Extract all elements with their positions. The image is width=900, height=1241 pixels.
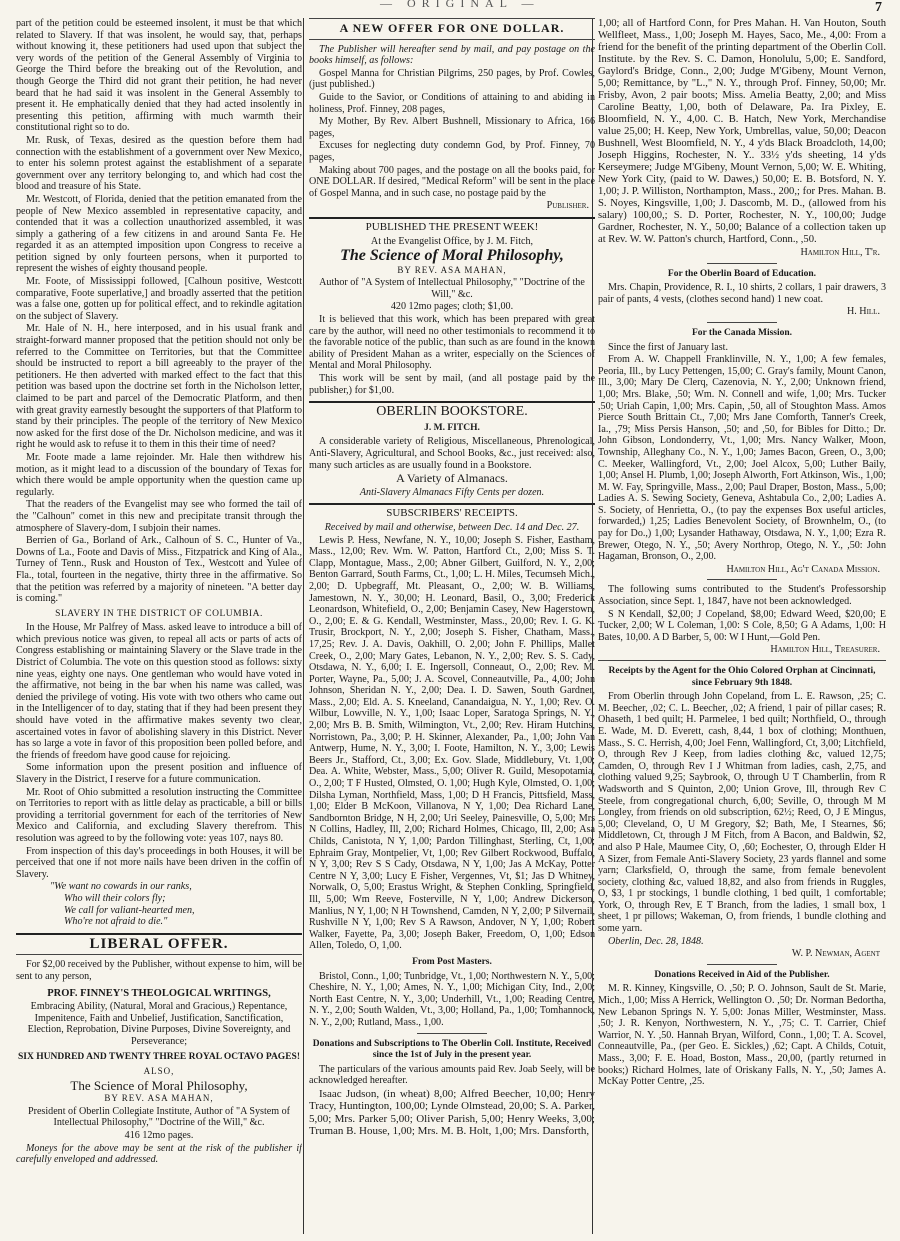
- signature: W. P. Newman, Agent: [791, 948, 880, 960]
- ad-sub: Anti-Slavery Almanacs Fifty Cents per dozen.: [359, 486, 545, 498]
- ad-author-desc: President of Oberlin Collegiate Institute, Author of "A System of Intellectual Philosophy," "Doctrine of the Will," &c.: [27, 1105, 291, 1129]
- divider: [707, 322, 777, 323]
- divider: [309, 503, 595, 505]
- paragraph: This work will be sent by mail, (and all postage paid by the publisher,) for $1,00.: [309, 373, 595, 396]
- ad-where: At the Evangelist Office, by J. M. Fitch,: [370, 235, 534, 247]
- divider: [16, 954, 302, 955]
- divider: [707, 579, 777, 580]
- divider: [309, 401, 595, 403]
- divider: [707, 964, 777, 965]
- paragraph: 1,00; all of Hartford Conn, for Pres Mahan. H. Van Houton, South Wellfleet, Mass., 1,00; Joseph M. Hayes, Saco, Me., 4,00: From a friend for the benefit of the printing department of the Oberlin Coll. Institute. by the Rev. S. C. Damon, Honolulu, 5,00; E. Sandford, Gaylord's Bridge, Conn., 2,00; Judge M'Gibeny, Mount Vernon, 5,00; Remittance, by "L.," N. Y., through Prof. Finney, 50,00; Mr. Frisby, Avon, 2 pair boots; Miss. Amelia Beatty, 2,00; and Miss Caroline Beatty, 1,00, both of Delaware, Pa. Ira Pixley, E. Bloomfield, N. Y., 4,00. C. B. Hatch, New York, Merchandise value 25,00; H. Keep, New York, Umbrellas, value, 50,00; Deacon Bushnell, West Bloomfield, N. Y., 4 y'ds Black Broadcloth, 14,00; Joseph Higgins, Rochester, N. Y.. 33½ y'ds sheeting, 14 y'ds Kerseymere; Judge M'Gibeny, Mount Vernon, 5,00; W. E. Whiting, New York City, (paid to W. Dawes,) 50,00; E. B. Botsford, N. Y. 1,00; J. P. Williston, Northampton, Mass., 200,; for Pres. Mahan. B. S. Noyes, Kingsville, 1,00; J. Dascomb, M. D., (allowed from his salary) 100,00,; S. D. Porter, Rochester, N. Y., 100,00; Judge Gardner, Rochester, N. Y., 50,00; Balance of a collection taken up at Rev. W. W. Patton's church, Hartford, Conn., ,50.: [598, 18, 886, 245]
- ad-book-desc: Embracing Ability, (Natural, Moral and Gracious,) Repentance, Impenitence, Faith and Unbelief, Justification, Sanctification, Election, Reprobation, Divine Purposes, Divine Sovereignty, and Perseverance;: [27, 1001, 291, 1047]
- donations-list: Isaac Judson, (in wheat) 8,00; Alfred Beecher, 10,00; Henry Tracy, Huntington, 100,00; Lynde Olmstead, 20,00; S. A. Parker, 5,00; Mrs. Parker 5,00; Oliver Parish, 5,00; Henry Weeks, 3,00; Truman B. House, 1,00; Mrs. M. B. Holt, 1,00; Mrs. Dansforth,: [309, 1087, 595, 1138]
- ad-title-bookstore: OBERLIN BOOKSTORE.: [376, 404, 528, 420]
- paragraph: A considerable variety of Religious, Miscellaneous, Phrenological, Anti-Slavery, Agricultural, and School Books, &c., just received: also, many such articles as are usually found in a Bookstore.: [309, 436, 595, 471]
- paragraph: Mr. Foote, of Mississippi followed, [Calhoun positive, Westcott comparative, Foote superlative,] and broadly asserted that the petition was a false one, gotten up for political effect, and to rekindle agitation on the subject of Slavery.: [16, 276, 302, 322]
- paragraph: From Oberlin through John Copeland, from L. E. Rawson, ,25; C. M. Beecher, ,02; C. L. Beecher, ,02; A friend, 1 pair of pillar cases; R. Ohaseth, 1 bed quilt; H. Parmelee, 1 bed quilt; Northfield, O., through E. Wade, M. D. Everett, cash, 8,44, 1 box of clothing; Monthuen, Mass., S. C. Herrish, 4,00; Joel Fenn, Wallingford, Ct, 3,00; Litchfield, O, through Rev J Keep, from ladies clothing &c, valued 12,75; Camden, O, through Rev I J Whitman from ladies, cash, 2,75, and clothing valued 9,25; Saybrook, O, through U T Chamberlin, from R Wadsworth and S Quinton, 2,00; Union Grove, Ill, through Rev C Steele, from congregational church, 6,00; Seville, O, through M M Longley, from friends on old subscription, 62½; Reed, O, J E Mingus, 5,00; Cleveland, O, U M Gregory, $2; Bath, Me, I Stearnes, $6; Middletown, Ct, through J M Fitch, from A Bacon, and Baldwin, $2, and also P Hale, Maumee City, O, ,60; Eochester, O, through Elder H A Sizer, from Female Anti-Slavery Society, 23 yards flannel and some yarn; Clarksfield, O, through the same, from female benevolent society, clothing &c, valued 18,82, and also from friends in Ruggles, O, $3, 1 pr stockings, 1 bundle clothing, 1 bed quilt, 1 comfortable; York, O, through Rev, E T Branch, from the ladies, 1 small box, 1 sheet, 1 pr pillows; Wakeman, O, from friends, 1 bundle clothing and some yarn.: [598, 691, 886, 935]
- ad-price: 420 12mo pages; cloth; $1,00.: [390, 301, 514, 313]
- ad-owner: J. M. FITCH.: [424, 422, 480, 433]
- ad-book-title: PROF. FINNEY'S THEOLOGICAL WRITINGS,: [47, 987, 271, 999]
- ad-item: Excuses for neglecting duty condemn God, by Prof. Finney, 70 pages,: [309, 140, 595, 163]
- ad-footer: Moneys for the above may be sent at the risk of the publisher if carefully enveloped and addressed.: [16, 1142, 302, 1166]
- poem-line: Who will their colors fly;: [64, 892, 166, 904]
- poem-line: We call for valiant-hearted men,: [64, 904, 195, 916]
- section-title-receipts: SUBSCRIBERS' RECEIPTS.: [386, 507, 518, 520]
- section-sub: Received by mail and otherwise, between Dec. 14 and Dec. 27.: [324, 521, 580, 533]
- paragraph: S N Kendall, $2,00; J Copeland, $8,00; Edward Weed, $20,00; E Tucker, 2,00; W L Coleman, 1,00: S Cole, 8,50; G A Adams, 1,00: H Bates, 10,00. A D Barber, 5, 00: W I Hunt,—Gold Pen.: [598, 608, 886, 643]
- signature: Hamilton Hill, T'r.: [800, 247, 880, 258]
- paragraph: Mr. Foote made a lame rejoinder. Mr. Hale then withdrew his motion, as it might lead to a discussion of the boundary of Texas for which there would be ample opportunity when the question came up regularly.: [16, 451, 302, 498]
- ad-title-published: PUBLISHED THE PRESENT WEEK!: [365, 220, 539, 233]
- ad-also: ALSO,: [143, 1066, 175, 1077]
- paragraph: In the House, Mr Palfrey of Mass. asked leave to introduce a bill of which previous notice was given, to repeal all acts or parts of acts of Congress establishing or maintaining Slavery or the Slave trade in the District of Columbia. The vote on this question stood as follows: sixty nine yeas, eighty one nays. One gentleman who would have voted in the affirmative, not being in the bar when his name was called, was denied the privilege of voting. His vote with two others who came out in the Intelligencer of to day, stating that if they had been present they should have voted in the affirmative makes seventy two clear, ascertained votes in favor of abolishing slavery in this District. Never has so large a vote in favor of this proposition been polled before, and the friends of freedom have good cause for rejoicing.: [16, 622, 302, 761]
- ad-pages: 416 12mo pages.: [124, 1130, 194, 1142]
- ad-book-title: The Science of Moral Philosophy,: [340, 247, 564, 265]
- section-title-board: For the Oberlin Board of Education.: [667, 268, 817, 279]
- paragraph: That the readers of the Evangelist may see who formed the tail of the "Calhoun" comet in this new and precipitate transit through the atmosphere of Slavery-dom, I subjoin their names.: [16, 499, 302, 534]
- signature: Hamilton Hill, Ag't Canada Mission.: [726, 563, 880, 575]
- paragraph: Mr. Hale of N. H., here interposed, and in his usual frank and straight-forward manner proposed that the petition should not only be referred to the Committee on Territories, but that the Committee should be instructed to report a bill agreeably to the prayer of the petitioners. He then adverted with marked effect to the fact that this petition was based upon the doctrine set forth in the Nicholson letter, claimed to be part and parcel of the Democratic Platform, and then with great gravity earnestly besought the supporters of that Platform to stand by their principles. The people of the territory of New Mexico now asked for the first dose of the Dr. Nicholson medicine, and was it right he would ask to refuse it to them in this their time of need?: [16, 323, 302, 451]
- ad-book-title: The Science of Moral Philosophy,: [70, 1077, 248, 1093]
- ad-title-almanacs: A Variety of Almanacs.: [396, 471, 508, 486]
- signature: H. Hill.: [846, 306, 880, 318]
- ad-item: Making about 700 pages, and the postage on all the books paid, for ONE DOLLAR. If desired, "Medical Reform" will be sent in the place of Gospel Manna, and in such case, no postage paid by the: [309, 164, 595, 199]
- signature: Hamilton Hill, Treasurer.: [770, 644, 880, 656]
- column-2: [309, 18, 595, 1234]
- divider: [309, 39, 595, 40]
- ad-author: BY REV. ASA MAHAN,: [397, 264, 507, 275]
- section-title-publisher: Donations Received in Aid of the Publisher.: [654, 969, 830, 980]
- paragraph: Mr. Westcott, of Florida, denied that the petition emanated from the people of New Mexico assembled in representative capacity, and contended that it was a collection unauthorized assembled, it was simply a gathering of a few citizens in and around Santa Fe. He regarded it as an attempted imposition upon Congress to receive a petition signed by only fourteen persons, when it purported to represent the wishes of eighty thousand people.: [16, 193, 302, 275]
- paragraph: M. R. Kinney, Kingsville, O. ,50; P. O. Johnson, Sault de St. Marie, Mich., 1,00; Miss A Herrick, Wellington O. ,50; Dr. Norman Bedortha, New Lebanon Springs N. Y. 5,00: Jonas Miller, Westminster, Mass. ,50; J. R. Kenyon, Northwestern, N. Y., ,75; C. T. Carrier, Chief Warrior, N. Y. ,50. Hannah Bryan, Wilford, Conn., 1,00; T. A. Scovel, Conneautville, Pa., (per Geo. E. Sickles,) ,62; Capt. A Childs, Cotuit, Mass., 3,00; F. E. Hoad, Boston, Mass., 20,00, (partly returned in books;) Richard Holmes, late of Oriskany Falls, N. Y., ,50; James A. McKay Potter Centre, ,25.: [598, 983, 886, 1088]
- receipts-list: Lewis P. Hess, Newfane, N. Y., 10,00; Joseph S. Fisher, Eastham, Mass., 12,00; Rev. Wm. W. Patton, Hartford Ct., 2,00; Miss S. T. Clapp, Montague, Mass., 2,00; Abner Gilbert, Guilford, N. Y., 2,00; Benton Garrard, South Farms, Ct., 1,00; L. H. Miles, Tecumseh Mich., 2,00; D. Upbegraff, Mt. Pleasant, O., 2,00; W. B. Williams, Jamestown, N. Y., 30,00; H. Leonard, Basil, O., 3,00; Frederick Leonardson, Whitefield, O., 2,00; Benjamin Casey, New Hagerstown, O., 2,00; E. & G. Kendall, Westminster, Mass., 20,00; Rev. I. G. K. Trusir, Brockport, N. Y., 2,00; Joseph S. Fisher, Chatham, Mass., 17,25; Rev. J. A. Davis, Oakhill, O. 2,00; John F. Phillips, Mallet Creek, O., 2,00; Mary Gates, Lebanon, N. Y., 2,00; Rev. S. S. Cady, Otsdawa, N. Y., 6,00; I. E. Ingersoll, Conneaut, O., 2,00; Rev. M. Porter, Wayne, Pa., 5,00; J. A. Scovel, Conneautville, Pa., 4,00; John Johnson, Sheridan N. Y., 2,00; Dea. I. D. Sawen, South Gardner, Mass., 2,00; Eld. A. S. Kneeland, Canandaigua, N. Y., 1,00; Rev. O. Wilbur, Lowville, N. Y., 1,00; Isaac Loper, Saratoga Springs, N. Y., 2,00; Mrs B. B. Smith, Wilmington, Vt., 2,00; Rev. Hiram Hutchins, Norristown, Pa., 3,00; P. H. Skinner, Alexander, Pa., 1,00; John Van Antwerp, Hume, N. Y., 3,00; I. Foote, Hamilton, N. Y., 3,00; Lewis Beers Jr., Stafford, Ct., 3,00; Ex. Gov. Slade, Middlebury, Vt. 1,00; Dea. A. White, Webster, Mass., 5,00; Oliver R. Guild, Mesopotamia, O., 2,00; T F Husted, Olmsted, O. 1,00; Hugh Kyle, Olmsted, O. 1,00; Dilsha Lyman, Northfield, Mass, 1,00; D H Francis, Pittsfield, Mass, 1,00; Elder B McKoon, Villanova, N Y, 1,00; Dea Richard Lane, Sandbornton Bridge, N H, 2,00; Uri Seeley, Painesville, O, 5,00; Mrs N Collins, Hadley, Ill, 2,00; Richard Holmes, Chicago, Ill, 2,00; Asa Childs, Canistota, N Y, 1,00; Pardon Tillinghast, Sterling, Ct, 1,00; Ephraim Gray, Montpelier, Vt, 1,00; Rev Gilbert Rockwood, Buffalo, N Y, 3,00; Rev S S Cady, Otsdawa, N Y, 1,00; Jas A McKay, Potter Centre N Y, 3,00; Lucy E Fisher, Vergennes, Vt, $1; Jas D Whitney, Norwalk, O, 5,00; Erastus Wright, & Stephen Conkling, Springfield, Ill, 5,00; Wm Reeve, Fosterville, N Y, 1,00; Andrew Dickerson, Manlius, N Y, 1,00; N H Townshend, Camden, N Y, 2,00; P Silvernail, Rushville N Y, 1,00; Rev S A Rawson, Andover, N Y, 1,00; Robert Walker, Fayette, Pa, 3,00; Joseph Baker, Freedom, O, 1,00; Edson Allen, Toledo, O, 1,00.: [309, 534, 595, 952]
- paragraph: From inspection of this day's proceedings in both Houses, it will be perceived that one if not more nails have been driven in the coffin of Slavery.: [16, 845, 302, 880]
- section-title-postmasters: From Post Masters.: [412, 956, 492, 967]
- ad-title-liberal-offer: LIBERAL OFFER.: [89, 935, 229, 952]
- poem-line: "We want no cowards in our ranks,: [50, 881, 192, 893]
- paragraph: Mr. Rusk, of Texas, desired as the question before them had connection with the establishment of a government over New Mexico, to enter his solemn protest against the establishment of a separate government over any territory belonging to, and which had cost the blood and treasure of his State.: [16, 134, 302, 193]
- running-title: — ORIGINAL —: [380, 0, 540, 10]
- paragraph: part of the petition could be esteemed insolent, it must be that which related to Slavery. If that was insolent, he would say, that, perhaps without knowing it, these petitioners had used upon that subject the very words of the petition of the General Assembly of Virginia to George the Third before the breaking out of the Revolution, and though George the Third did not grant their petition, he had never beard that he had said it was insolent in the General Assembly to present it. He emphatically denied that they had acted insolently in presenting this petition, affirming with much warmth their constitutional right so to do.: [16, 18, 302, 134]
- paragraph: Mrs. Chapin, Providence, R. I., 10 shirts, 2 collars, 1 pair drawers, 3 pair of pants, 4 vests, (clothes second hand) 1 new coat.: [598, 282, 886, 305]
- ad-text: For $2,00 received by the Publisher, without expense to him, will be sent to any person,: [16, 959, 302, 982]
- section-title-donations: Donations and Subscriptions to The Oberlin Coll. Institute, Received since the 1st of July in the present year.: [312, 1038, 592, 1061]
- ad-item: Guide to the Savior, or Conditions of attaining to and abiding in holiness, Prof. Finney, 208 pages,: [309, 91, 595, 115]
- ad-author: BY REV. ASA MAHAN,: [104, 1093, 214, 1104]
- ad-author-desc: Author of "A System of Intellectual Philosophy," "Doctrine of the Will," &c.: [319, 277, 585, 300]
- ad-item: Gospel Manna for Christian Pilgrims, 250 pages, by Prof. Cowles, (just published.): [309, 67, 595, 91]
- ad-title-new-offer: A NEW OFFER FOR ONE DOLLAR.: [339, 21, 565, 35]
- divider: [707, 263, 777, 264]
- column-3: [598, 18, 886, 1234]
- column-divider: [303, 18, 304, 1234]
- paragraph: The following sums contributed to the Student's Professorship Association, since Sept. 1, 1847, have not been acknowledged.: [598, 584, 886, 608]
- section-heading: SLAVERY IN THE DISTRICT OF COLUMBIA.: [55, 608, 263, 619]
- column-1: [16, 18, 302, 1234]
- dateline: Oberlin, Dec. 28, 1848.: [608, 935, 704, 947]
- divider: [16, 933, 302, 935]
- ad-text: The Publisher will hereafter send by mail, and pay postage on the books himself, as follows:: [309, 43, 595, 67]
- divider: [309, 18, 595, 19]
- divider: [309, 217, 595, 219]
- divider: [417, 1033, 487, 1034]
- paragraph: Some information upon the present position and influence of Slavery in the District, I reserve for a future communication.: [16, 762, 302, 785]
- paragraph: From A. W. Chappell Franklinville, N. Y., 1,00; A few females, Peoria, Ill., by Lucy Pettengen, 15,00; C. Gray's family, Mount Canon, Ill., 3,00; Mary De Clerq, Cazenovia, N. Y., 2,00; Unknown friend, 1,00; Mrs. Blake, ,50; Wm. N. Connell and wife, 1,00; Mrs. Tucker ,50; Uriah Capin, 1,00; Mrs. Capin, ,50, all of Stoughton Mass. Amos Pierce South Brittain Ct., 7,00; Mrs Jane Comforth, Tanner's Creek, Ia., ,79; Miss Persis Hanson, ,50; and ,50, for Bibles for Ditto.; Dr. John Gibson, Londonderry, Vt., 1,00; Mrs. Nancy Walker, Moon, Township, Alleghany Co., N. Y., 1,00; James Bacon, Green, O., 3,00; C. Meeker, Wallingford, Vt., 2,00; Joel Alcox, 5,00; Luther Baily, 1,00; Ansel H. Plumb, 1,00; Joseph Alworth, Fort Atkinson, Wis., 1,00; M. W. Fay, Springville, Mass., 2,00; Paul Draper, Boston, Mass., 5,00; Ladies A. S. Sewing Society, Geneva, Ashtabula Co., 2,00; Ladies A. S. Society, of Henrietta, O., (to pay the expenses Box useful articles, forwarded,) 1,25; Ladies Benevolent Society, of Brownhelm, O., (to pay for Do.,) 1,00; Lysander Hathaway, Otsdawa, N. Y., 1,00; Ezra R. Brewer, Otego, N. Y., ,50; Avery Northrop, Otego, N. Y., ,50: John Hagaman, Bronson, O., 2,00.: [598, 354, 886, 563]
- paragraph: Berrien of Ga., Borland of Ark., Calhoun of S. C., Hunter of Va., Downs of La., Foote and Davis of Miss., Fitzpatrick and King of Ala., Turney of Tenn., Rusk and Houston of Tex., Westcott and Yulee of Fla., total, fourteen in the negative, thirty three in the affirmative. So that the petition was referred by a majority of nineteen. "A better day is coming.": [16, 535, 302, 605]
- ad-pages: SIX HUNDRED AND TWENTY THREE ROYAL OCTAVO PAGES!: [18, 1052, 300, 1063]
- ad-item: My Mother, By Rev. Albert Bushnell, Missionary to Africa, 166 pages,: [309, 116, 595, 139]
- postmasters-list: Bristol, Conn., 1,00; Tunbridge, Vt., 1,00; Northwestern N. Y., 5,00; Cheshire, N. Y., 1,00; Ames, N. Y., 1,00; Michigan City, Ind., 2,00; North East Centre, N. Y., 3,00; Underhill, Vt., 1,00; Reading Centre, N. Y., 2,00; South Walden, Vt., 3,00; Holland, Pa., 1,00; Tomhannock, N. Y., 2,00; Rutland, Mass., 1,00.: [309, 970, 595, 1028]
- paragraph: Since the first of January last.: [608, 341, 728, 353]
- paragraph: It is believed that this work, which has been prepared with great care by the author, will need no other testimonials to recommend it to the favorable notice of the public, than such as are found in the known ability of President Mahan as a writer, especially on the Sciences of Mental and Moral Philosophy.: [309, 314, 595, 372]
- page-number: 7: [875, 0, 882, 15]
- page-header: [0, 0, 900, 16]
- signature: Publisher.: [546, 200, 589, 212]
- divider: [598, 660, 886, 661]
- section-title-canada: For the Canada Mission.: [691, 327, 793, 338]
- section-title-orphan: Receipts by the Agent for the Ohio Colored Orphan at Cincinnati, since February 9th 1848.: [608, 666, 876, 688]
- paragraph: Mr. Root of Ohio submitted a resolution instructing the Committee on Territories to report with as little delay as practicable, a bill or bills providing a territorial government for each of the territories of New Mexico and California, and excluding Slavery therefrom. This resolution was agreed to by the following vote: yeas 107, nays 80.: [16, 786, 302, 844]
- poem-line: Who're not afraid to die.": [64, 916, 168, 928]
- paragraph: The particulars of the various amounts paid Rev. Joab Seely, will be acknowledged hereafter.: [309, 1063, 595, 1087]
